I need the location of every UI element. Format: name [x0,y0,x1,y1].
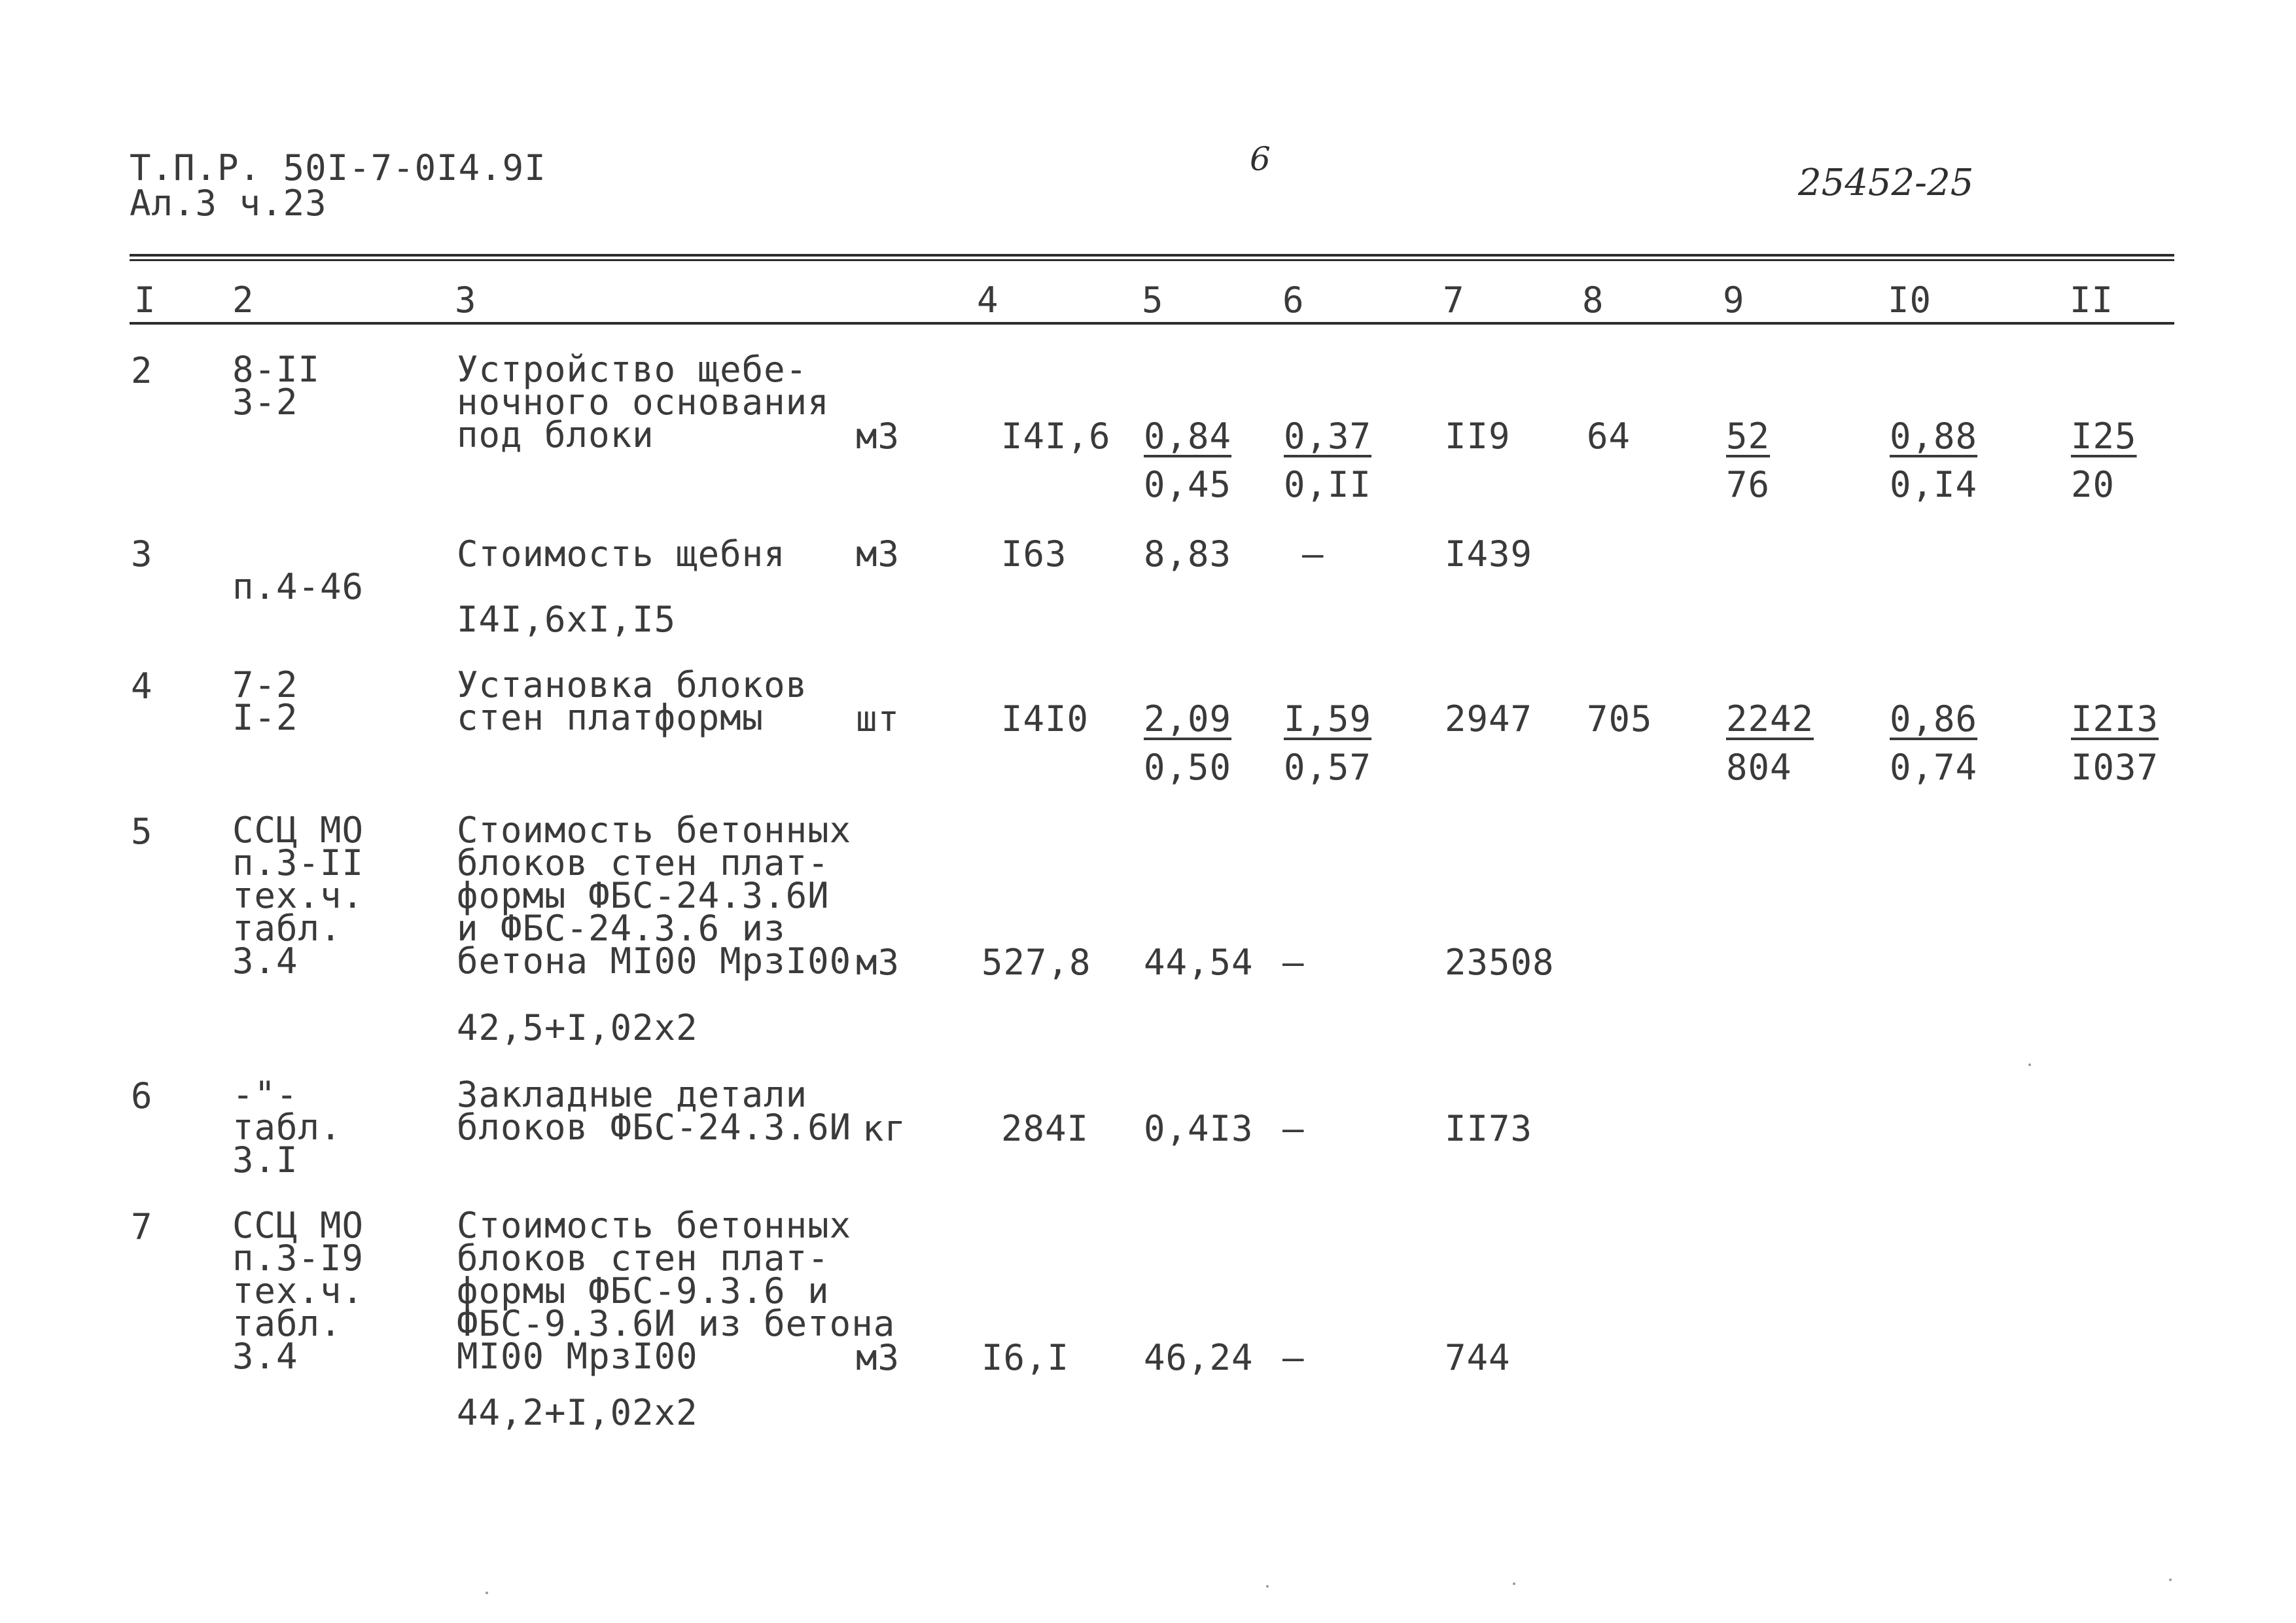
header-rule [130,322,2174,325]
column-header-2: 2 [232,279,255,321]
calculation-note: 44,2+I,02х2 [457,1392,698,1433]
col6-top: 0,37 [1284,416,1372,457]
column-header-1: I [134,279,156,321]
norm-code: 7-2 I-2 [232,664,298,738]
unit: м3 [856,533,900,575]
col7-total: I439 [1445,533,1533,575]
top-rule-inner [130,259,2174,261]
scan-speck [2028,1063,2031,1066]
column-header-10: I0 [1888,279,1932,321]
col5: 8,83 [1144,533,1232,575]
col10-top: 0,88 [1890,416,1978,457]
col6-top: I,59 [1284,698,1372,740]
col6: – [1282,942,1305,983]
scan-speck [1513,1582,1515,1585]
col5: 0,4I3 [1144,1108,1254,1149]
col7-total: 23508 [1445,942,1555,983]
unit: м3 [856,942,900,983]
col11-bottom: I037 [2071,747,2159,788]
scan-speck [2169,1578,2172,1581]
calculation-note: I4I,6хI,I5 [457,599,677,640]
column-header-5: 5 [1142,279,1164,321]
row-number: 4 [131,666,153,707]
col11-bottom: 20 [2071,464,2115,505]
row-number: 7 [131,1206,153,1247]
norm-code: п.4-46 [232,566,364,607]
col6-bottom: 0,II [1284,464,1372,505]
col6: – [1282,1337,1305,1378]
col10-bottom: 0,74 [1890,747,1978,788]
col6: – [1302,533,1324,575]
quantity: I6,I [981,1337,1070,1378]
col8: 64 [1587,416,1631,457]
work-description: Установка блоков стен платформы [457,664,808,738]
work-description: Устройство щебе- ночного основания под блоки [457,349,830,455]
col5-top: 2,09 [1144,698,1232,740]
column-header-7: 7 [1443,279,1465,321]
quantity: 284I [1001,1108,1089,1149]
top-rule [130,254,2174,257]
unit: кг [862,1108,907,1149]
row-number: 6 [131,1075,153,1116]
work-description: Закладные детали блоков ФБС-24.3.6И [457,1074,852,1148]
quantity: 527,8 [981,942,1091,983]
col7-total: 744 [1445,1337,1511,1378]
column-header-9: 9 [1723,279,1745,321]
quantity: I4I0 [1001,698,1089,740]
col7-total: 2947 [1445,698,1533,740]
column-header-3: 3 [455,279,477,321]
norm-code: -"- табл. 3.I [232,1074,342,1181]
quantity: I63 [1001,533,1067,575]
column-header-11: II [2070,279,2114,321]
col8: 705 [1587,698,1653,740]
column-header-6: 6 [1282,279,1305,321]
col6: – [1282,1108,1305,1149]
col5-bottom: 0,45 [1144,464,1232,505]
work-description: Стоимость щебня [457,533,786,575]
sheet-reference: Ал.3 ч.23 [130,183,327,224]
col6-bottom: 0,57 [1284,747,1372,788]
row-number: 3 [131,533,153,575]
work-description: Стоимость бетонных блоков стен плат- формы ФБС-9.3.6 и ФБС-9.3.6И из бетона МI00 МрзI00 [457,1205,896,1377]
scan-speck [1266,1585,1269,1588]
col7-total: II73 [1445,1108,1533,1149]
norm-code: ССЦ МО п.3-I9 тех.ч. табл. 3.4 [232,1205,364,1377]
norm-code: 8-II 3-2 [232,349,321,423]
inventory-number: 25452-25 [1798,162,1974,204]
row-number: 5 [131,811,153,852]
work-description: Стоимость бетонных блоков стен плат- формы ФБС-24.3.6И и ФБС-24.3.6 из бетона МI00 МрзI00 [457,810,852,982]
scan-speck [486,1592,488,1594]
col7-total: II9 [1445,416,1511,457]
col5: 46,24 [1144,1337,1254,1378]
unit: м3 [856,1337,900,1378]
document-code: Т.П.Р. 50I-7-0I4.9I [130,147,546,188]
row-number: 2 [131,350,153,391]
calculation-note: 42,5+I,02х2 [457,1007,698,1048]
unit: м3 [856,416,900,457]
col11-top: I25 [2071,416,2137,457]
col9-top: 2242 [1726,698,1814,740]
col9-bottom: 804 [1726,747,1792,788]
unit: шт [856,698,900,740]
col5: 44,54 [1144,942,1254,983]
col5-bottom: 0,50 [1144,747,1232,788]
col9-top: 52 [1726,416,1771,457]
col10-top: 0,86 [1890,698,1978,740]
col9-bottom: 76 [1726,464,1771,505]
column-header-4: 4 [977,279,999,321]
col11-top: I2I3 [2071,698,2159,740]
column-header-8: 8 [1582,279,1604,321]
col5-top: 0,84 [1144,416,1232,457]
quantity: I4I,6 [1001,416,1111,457]
col10-bottom: 0,I4 [1890,464,1978,505]
page-mark: 6 [1250,140,1271,178]
norm-code: ССЦ МО п.3-II тех.ч. табл. 3.4 [232,810,364,982]
